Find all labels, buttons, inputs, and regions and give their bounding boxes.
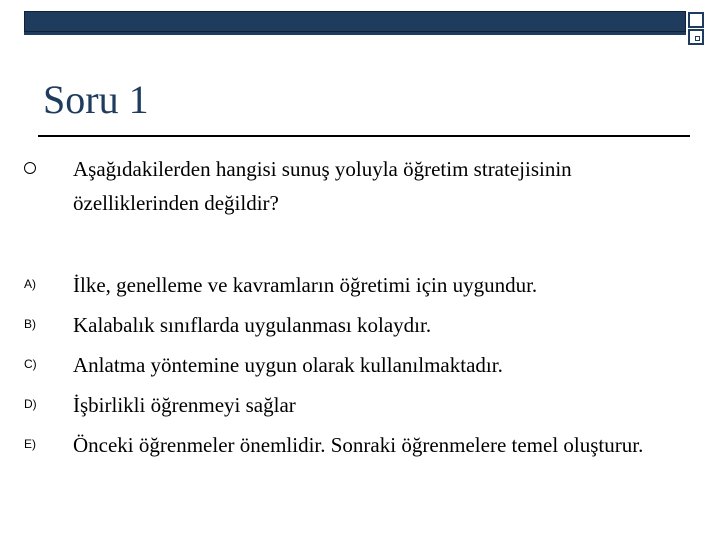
header-bar: [24, 11, 686, 32]
question-text: Aşağıdakilerden hangisi sunuş yoluyla öğretim stratejisinin özelliklerinden değildir?: [73, 157, 572, 215]
header-square-decoration: [688, 12, 704, 28]
slide-title: Soru 1: [43, 77, 149, 122]
option-letter: D): [24, 397, 37, 411]
header-rule: [24, 32, 686, 35]
circle-bullet-icon: [24, 162, 36, 174]
option-text: İşbirlikli öğrenmeyi sağlar: [73, 393, 296, 417]
option-text: Önceki öğrenmeler önemlidir. Sonraki öğrenmelere temel oluşturur.: [73, 433, 644, 457]
option-letter: E): [24, 437, 36, 451]
title-divider: [38, 135, 690, 137]
option-text: İlke, genelleme ve kavramların öğretimi için uygundur.: [73, 273, 538, 297]
option-letter: C): [24, 357, 37, 371]
header-square-decoration-small: [688, 29, 704, 45]
option-text: Kalabalık sınıflarda uygulanması kolaydır.: [73, 313, 432, 337]
option-text: Anlatma yöntemine uygun olarak kullanılmaktadır.: [73, 353, 503, 377]
option-letter: A): [24, 277, 36, 291]
option-letter: B): [24, 317, 36, 331]
